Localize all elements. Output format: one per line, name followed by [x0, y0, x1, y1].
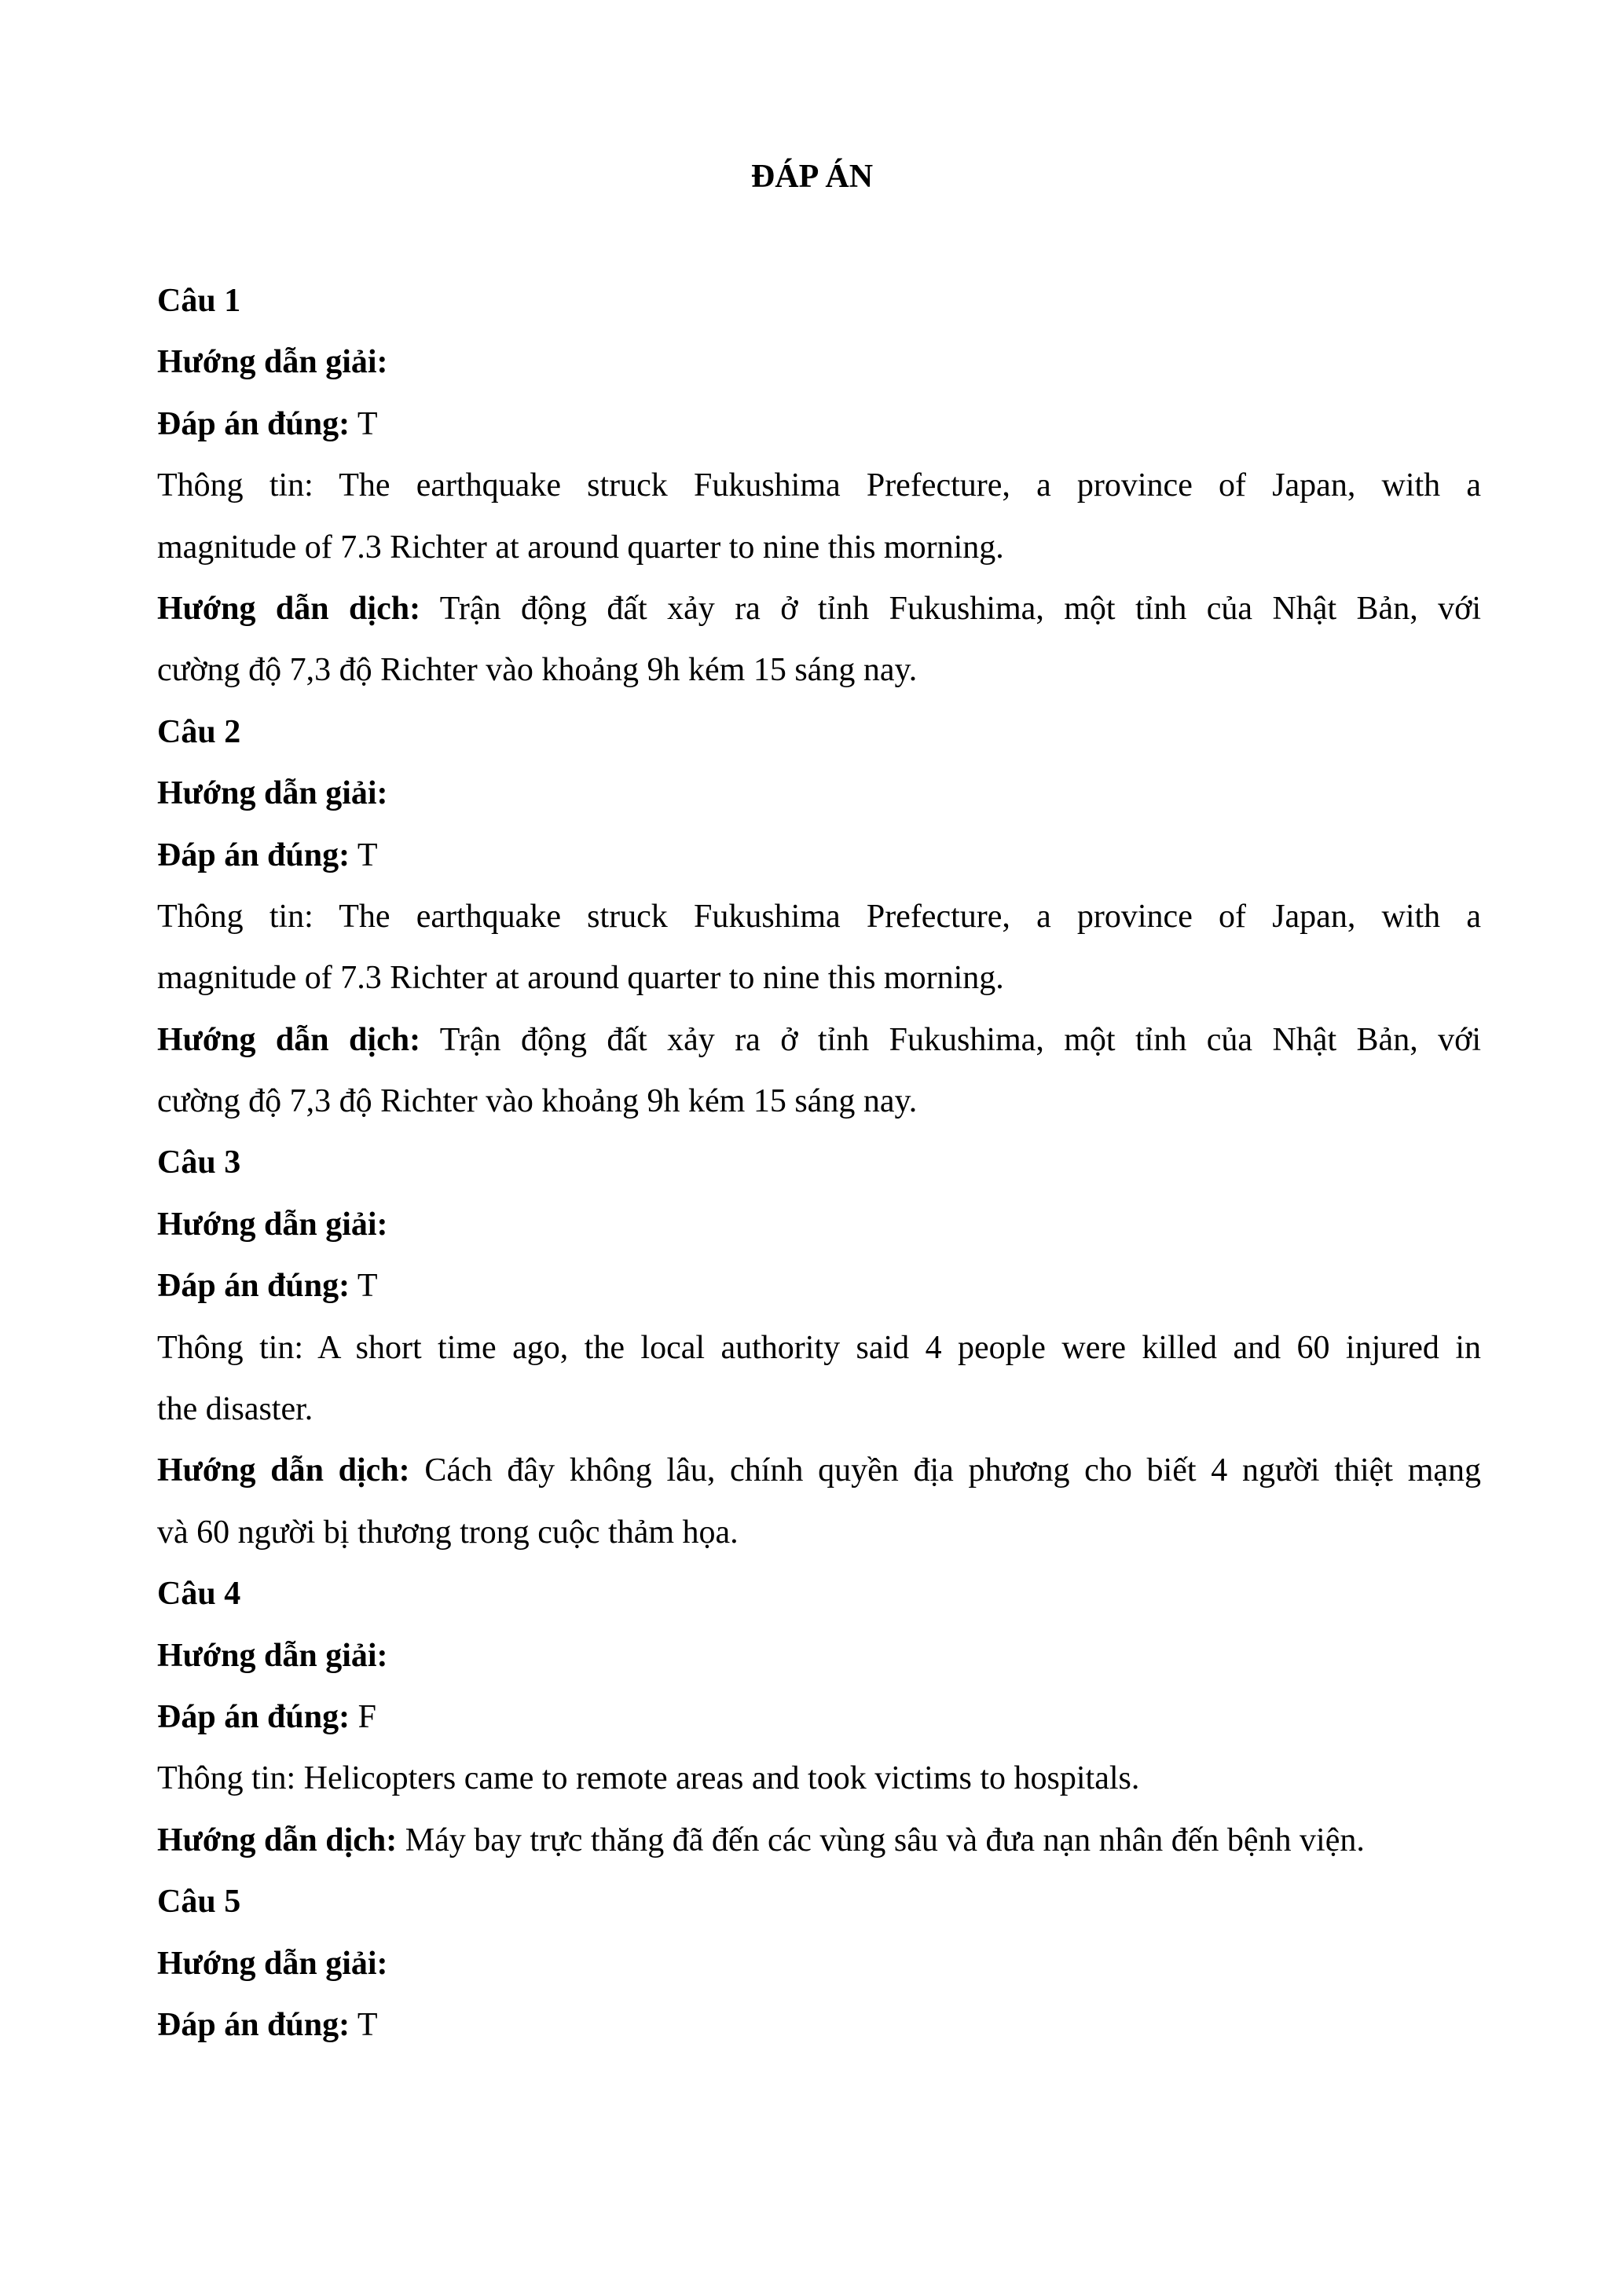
translation: Hướng dẫn dịch: Máy bay trực thăng đã đến các vùng sâu và đưa nạn nhân đến bệnh viện. — [157, 1822, 1365, 1858]
info-text: magnitude of 7.3 Richter at around quarter to nine this morning. — [157, 529, 1004, 566]
page-title: ĐÁP ÁN — [750, 159, 874, 195]
question-heading: Câu 1 — [157, 283, 241, 319]
translation: Hướng dẫn dịch: Cách đây không lâu, chính quyền địa phương cho biết 4 người thiệt mạng — [157, 1452, 1482, 1489]
correct-answer: Đáp án đúng: F — [157, 1698, 376, 1735]
info-text: the disaster. — [157, 1391, 313, 1428]
info-text: Thông tin: Helicopters came to remote areas and took victims to hospitals. — [157, 1760, 1140, 1797]
translation: cường độ 7,3 độ Richter vào khoảng 9h kém 15 sáng nay. — [157, 1083, 918, 1120]
info-text: Thông tin: A short time ago, the local authority said 4 people were killed and 60 injured in — [157, 1329, 1481, 1366]
correct-answer: Đáp án đúng: T — [157, 405, 378, 442]
translation: và 60 người bị thương trong cuộc thảm họa. — [157, 1514, 739, 1551]
translation: Hướng dẫn dịch: Trận động đất xảy ra ở tỉnh Fukushima, một tỉnh của Nhật Bản, với — [157, 590, 1481, 627]
guide-label: Hướng dẫn giải: — [157, 1206, 388, 1243]
info-text: Thông tin: The earthquake struck Fukushima Prefecture, a province of Japan, with a — [157, 898, 1481, 935]
guide-label: Hướng dẫn giải: — [157, 344, 388, 381]
question-heading: Câu 3 — [157, 1144, 241, 1181]
info-text: Thông tin: The earthquake struck Fukushima Prefecture, a province of Japan, with a — [157, 467, 1481, 504]
correct-answer: Đáp án đúng: T — [157, 2006, 378, 2043]
info-text: magnitude of 7.3 Richter at around quarter to nine this morning. — [157, 960, 1004, 997]
correct-answer: Đáp án đúng: T — [157, 1268, 378, 1305]
answer-key — [157, 270, 1481, 2056]
guide-label: Hướng dẫn giải: — [157, 1637, 388, 1674]
question-heading: Câu 5 — [157, 1884, 241, 1921]
correct-answer: Đáp án đúng: T — [157, 837, 378, 873]
translation: Hướng dẫn dịch: Trận động đất xảy ra ở tỉnh Fukushima, một tỉnh của Nhật Bản, với — [157, 1021, 1481, 1058]
translation: cường độ 7,3 độ Richter vào khoảng 9h kém 15 sáng nay. — [157, 652, 918, 689]
guide-label: Hướng dẫn giải: — [157, 775, 388, 812]
question-heading: Câu 4 — [157, 1576, 241, 1613]
guide-label: Hướng dẫn giải: — [157, 1945, 388, 1982]
question-heading: Câu 2 — [157, 713, 241, 750]
